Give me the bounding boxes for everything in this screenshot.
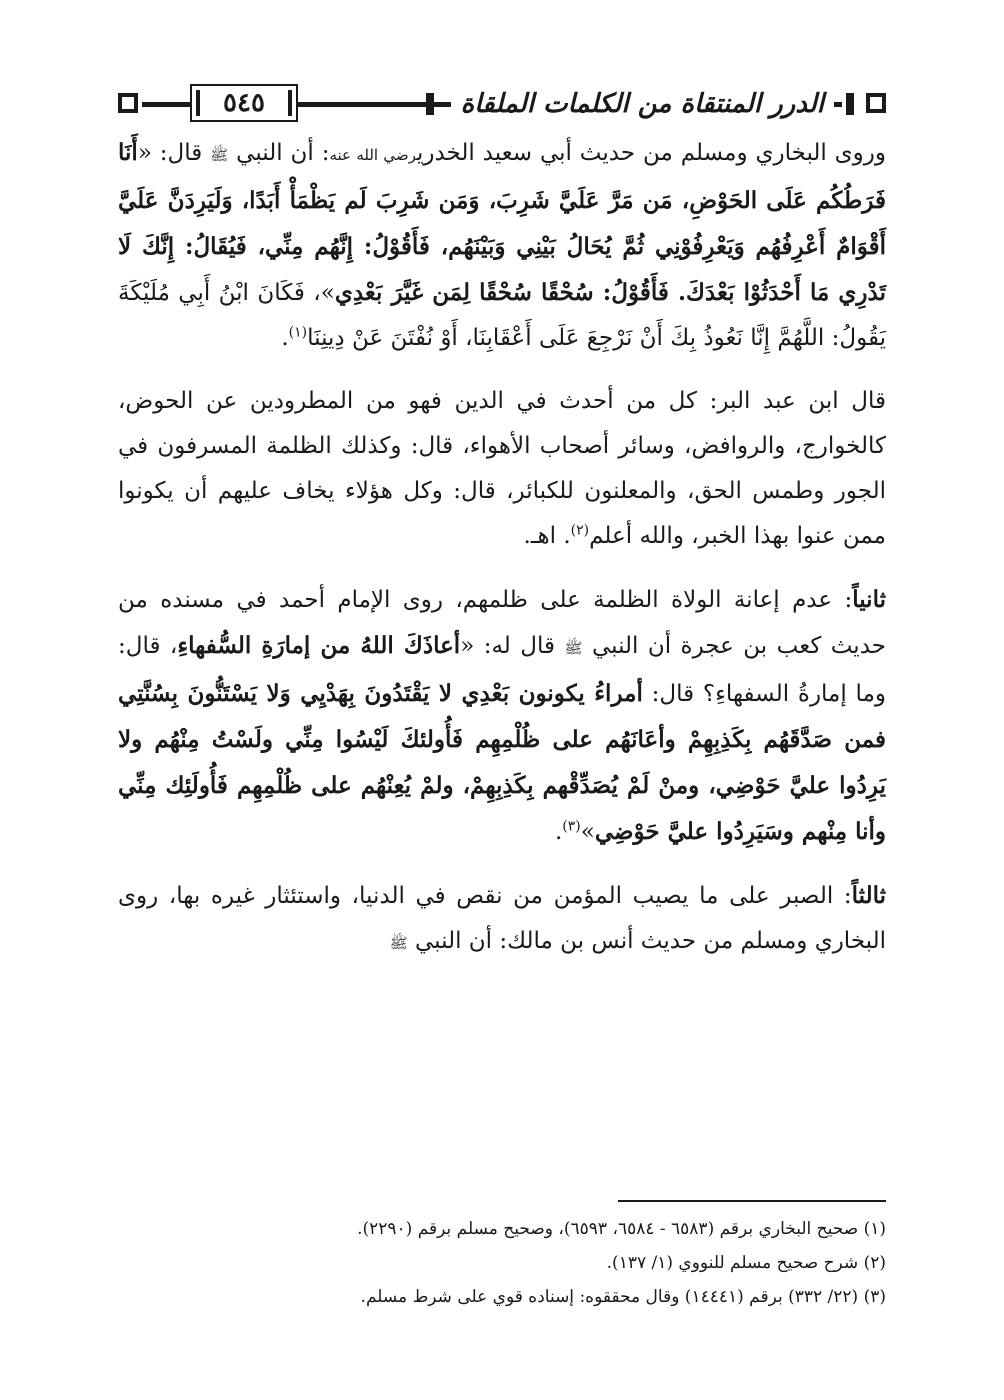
point-heading-second: ثانياً <box>852 586 886 613</box>
footnote-ref-3: (٣) <box>562 818 581 835</box>
footnote-1: (١) صحيح البخاري برقم (٦٥٨٣ - ٦٥٨٤، ٦٥٩٣)، وصحيح مسلم برقم (٢٢٩٠). <box>357 1219 886 1239</box>
footnote-2: (٢) شرح صحيح مسلم للنووي (١/ ١٣٧). <box>606 1253 886 1273</box>
hadith-quote: أعاذَكَ اللهُ من إمارَةِ السُّفهاءِ <box>177 632 461 659</box>
header-bar-left <box>426 93 434 115</box>
footnote-ref-1: (١) <box>288 324 308 341</box>
hadith-quote: أَنَا فَرَطُكُم عَلَى الحَوْضِ، مَن مَرَّ عَلَيَّ شَرِبَ، وَمَن شَرِبَ لَم يَظْمَأْ أَبَدًا، وَلَيَرِدَنَّ عَلَيَّ أَقْوَامٌ أَعْرِفُهُم وَيَعْرِفُوْنِي ثُمَّ يُحَالُ بَيْنِي وَبَيْنَهُم، فَأَقُوْلُ: إِنَّهُم مِنِّي، فَيُقَالُ: إِنَّكَ لَا تَدْرِي مَا أَحْدَثُوْا بَعْدَكَ. فَأَقُوْلُ: سُحْقًا سُحْقًا لِمَن غَيَّرَ بَعْدِي <box>118 139 886 306</box>
header-ornament-right <box>866 93 886 113</box>
paragraph-hadith-hawd: وروى البخاري ومسلم من حديث أبي سعيد الخدريرضي الله عنه: أن النبي ﷺ قال: «أَنَا فَرَطُكُم عَلَى الحَوْضِ، مَن مَرَّ عَلَيَّ شَرِبَ، وَمَن شَرِبَ لَم يَظْمَأْ أَبَدًا، وَلَيَرِدَنَّ عَلَيَّ أَقْوَامٌ أَعْرِفُهُم وَيَعْرِفُوْنِي ثُمَّ يُحَالُ بَيْنِي وَبَيْنَهُم، فَأَقُوْلُ: إِنَّهُم مِنِّي، فَيُقَالُ: إِنَّكَ لَا تَدْرِي مَا أَحْدَثُوْا بَعْدَكَ. فَأَقُوْلُ: سُحْقًا سُحْقًا لِمَن غَيَّرَ بَعْدِي»، فَكَانَ ابْنُ أَبِي مُلَيْكَةَ يَقُولُ: اللَّهُمَّ إِنَّا نَعُوذُ بِكَ أَنْ نَرْجِعَ عَلَى أَعْقَابِنَا، أَوْ نُفْتَنَ عَنْ دِينِنَا$^{(١)}$. <box>118 139 886 351</box>
book-title: الدرر المنتقاة من الكلمات الملقاة <box>451 82 834 126</box>
page-body <box>118 130 886 966</box>
honorific-radi: رضي الله عنه <box>329 146 417 164</box>
hadith-quote: أمراءُ يكونون بَعْدِي لا يَقْتَدُونَ بِهَدْيِي وَلا يَسْتَنُّونَ بِسُنَّتِي فمن صَدَّقَهُم بِكَذِبِهِمْ وأعَانَهُم على ظُلْمِهِم فَأُولئكَ لَيْسُوا مِنِّي ولَسْتُ مِنْهُم ولا يَرِدُوا عليَّ حَوْضِي، ومنْ لَمْ يُصَدِّقْهم بِكَذِبِهِمْ، ولمْ يُعِنْهُم على ظُلْمِهِم فَأُولَئِك مِنِّي وأنا مِنْهم وسَيَرِدُوا عليَّ حَوْضِي <box>118 680 886 845</box>
paragraph-thalithan: ثالثاً: الصبر على ما يصيب المؤمن من نقص في الدنيا، واستئثار غيره بها، روى البخاري ومسلم من حديث أنس بن مالك: أن النبي ﷺ <box>118 882 886 954</box>
paragraph-thaniyan: ثانياً: عدم إعانة الولاة الظلمة على ظلمهم، روى الإمام أحمد في مسنده من حديث كعب بن عجرة أن النبي ﷺ قال له: «أعاذَكَ اللهُ من إمارَةِ السُّفهاءِ، قال: وما إمارةُ السفهاءِ؟ قال: أمراءُ يكونون بَعْدِي لا يَقْتَدُونَ بِهَدْيِي وَلا يَسْتَنُّونَ بِسُنَّتِي فمن صَدَّقَهُم بِكَذِبِهِمْ وأعَانَهُم على ظُلْمِهِم فَأُولئكَ لَيْسُوا مِنِّي ولَسْتُ مِنْهُم ولا يَرِدُوا عليَّ حَوْضِي، ومنْ لَمْ يُصَدِّقْهم بِكَذِبِهِمْ، ولمْ يُعِنْهُم على ظُلْمِهِم فَأُولَئِك مِنِّي وأنا مِنْهم وسَيَرِدُوا عليَّ حَوْضِي»$^{(٣)}$. <box>118 586 886 845</box>
footnotes <box>118 1212 886 1314</box>
paragraph-ibn-abd-al-barr: قال ابن عبد البر: كل من أحدث في الدين فهو من المطرودين عن الحوض، كالخوارج، والروافض، وسائر أصحاب الأهواء، قال: وكذلك الظلمة المسرفون في الجور وطمس الحق، والمعلنون للكبائر، قال: وكل هؤلاء يخاف عليهم أن يكونوا ممن عنوا بهذا الخبر، والله أعلم$^{(٢)}$. اهـ. <box>118 388 886 549</box>
honorific-salla: ﷺ <box>210 146 229 164</box>
footnote-3: (٣) (٢٢/ ٣٣٢) برقم (١٤٤٤١) وقال محققوه: إسناده قوي على شرط مسلم. <box>360 1287 886 1307</box>
point-heading-third: ثالثاً <box>851 882 886 909</box>
header-ornament-left <box>118 93 138 113</box>
footnote-ref-2: (٢) <box>570 522 590 539</box>
honorific-salla: ﷺ <box>389 934 408 952</box>
honorific-salla: ﷺ <box>564 639 583 657</box>
page-number: ٥٤٥ <box>190 84 298 122</box>
header-bar-right <box>846 93 854 115</box>
footnote-separator <box>618 1200 886 1202</box>
page-header <box>118 82 886 126</box>
